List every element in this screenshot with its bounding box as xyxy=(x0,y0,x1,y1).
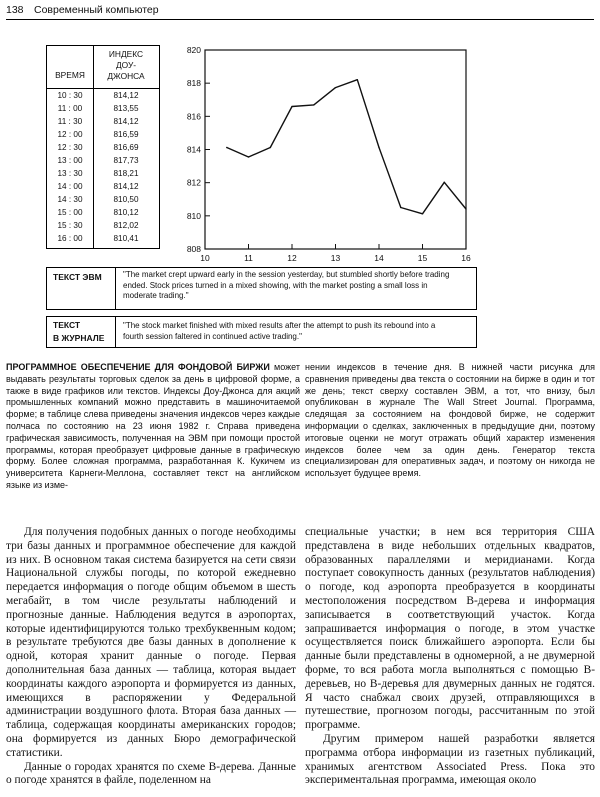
caption-heading: ПРОГРАММНОЕ ОБЕСПЕЧЕНИЕ ДЛЯ ФОНДОВОЙ БИРЖИ xyxy=(6,362,270,372)
table-row: 13 : 30 818,21 xyxy=(57,169,139,178)
paragraph: Другим примером нашей разработки является программа отбора информации из газетных публикаций, хранимых агентством Associated Press. Пока это экспериментальная программа, имеющая около xyxy=(305,732,595,787)
data-point xyxy=(313,104,314,105)
x-tick-label: 15 xyxy=(417,253,428,263)
y-tick-label: 820 xyxy=(186,45,201,55)
data-point xyxy=(291,106,292,107)
page-header xyxy=(6,3,594,20)
dow-jones-table xyxy=(46,45,160,249)
computer-text-body: "The market crept upward early in the session yesterday, but stumbled shortly before trading ended. Stock prices turned in a mixed showing, with the market posting a small loss in moderate trading." xyxy=(123,270,450,300)
computer-text-box xyxy=(46,267,477,310)
y-tick-label: 808 xyxy=(186,244,201,254)
index-line xyxy=(227,80,466,214)
table-header xyxy=(47,46,159,89)
running-title: Современный компьютер xyxy=(34,4,159,16)
header-index: ИНДЕКС ДОУ- ДЖОНСА xyxy=(107,49,145,81)
data-point xyxy=(270,147,271,148)
x-tick-label: 13 xyxy=(330,253,341,263)
table-row: 15 : 30 812,02 xyxy=(57,221,139,230)
y-tick-label: 812 xyxy=(186,177,201,188)
data-point xyxy=(226,147,227,148)
dow-jones-line-chart xyxy=(160,40,475,265)
data-point xyxy=(378,147,379,148)
data-point xyxy=(444,182,445,183)
header-time: ВРЕМЯ xyxy=(55,70,85,80)
body-column-left xyxy=(6,526,296,788)
paragraph: Данные о городах хранятся по схеме B-дерева. Данные о погоде хранятся в файле, поделенном на xyxy=(6,760,296,787)
journal-text-box xyxy=(46,316,477,348)
data-point xyxy=(335,87,336,88)
data-point xyxy=(248,156,249,157)
table-row: 14 : 30 810,50 xyxy=(57,195,139,204)
table-row: 10 : 30 814,12 xyxy=(57,91,139,100)
journal-text-body: "The stock market finished with mixed results after the attempt to push its rebound into a fourth session faltered in continued active trading." xyxy=(123,321,436,341)
x-tick-label: 10 xyxy=(200,253,210,263)
data-point xyxy=(465,208,466,209)
data-point xyxy=(422,213,423,214)
paragraph: специальные участки; в нем вся территория США представлена в виде небольших отдельных квадратов, образованных параллелями и меридианами. Когда поступает совокупность данных (результатов наблюдения) о погоде, код аэропорта преобразуется в координаты местоположения посредством B-дерева и информация записывается в соответствующий участок. Когда запрашивается информация о погоде, в этом участке осуществляется поиск ближайшего аэропорта. Если бы данные были представлены в одномерной, а не двумерной форме, то вся работа могла выполняться с помощью B-деревьев, но B-деревья для двумерных данных не годятся. Я часто снабжал своих друзей, отправляющихся в путешествие, прогнозом погоды, рассчитанным по этой программе. xyxy=(305,526,595,732)
y-tick-label: 818 xyxy=(186,78,201,89)
body-column-right xyxy=(305,526,595,788)
x-tick-label: 12 xyxy=(287,253,297,263)
caption-text: может выдавать результаты торговых сделок за день в цифровой форме, а также в виде графиков или текстов. Индексы Доу-Джонса для акций промышленных компаний можно представить в машиночитаемой форме; в таблице слева приведены значения индексов через каждые полчаса по состоянию на 23 июня 1982 г. Справа приведена графическая зависимость, полученная на ЭВМ при помощи простой программы, которая преобразует цифровые данные в графическую форму. Более сложная программа, разработанная К. Кукичем из университета Карнеги-Меллона, составляет текст на английском языке из изме- xyxy=(6,362,300,490)
x-tick-label: 16 xyxy=(461,253,471,263)
table-row: 16 : 00 810,41 xyxy=(57,234,139,243)
paragraph: Для получения подобных данных о погоде необходимы три базы данных и программное обеспечение для каждой из них. В основном такая система базируется на сети связи Национальной службы погоды, по которой ежедневно передается информация о погоде общим объемом в шесть мегабайт, в том числе результаты наблюдений и прогнозные данные. Наблюдения ведутся в аэропортах, которые идентифицируются только трехбуквенным кодом; в результате требуются две базы данных в дополнение к одной, которая хранит данные о погоде. Первая дополнительная база данных — таблица, которая выдает координаты каждого аэропорта и формируется из данных, имеющихся в распоряжении у Федеральной администрации воздушного флота. Вторая база данных — таблица, содержащая координаты американских городов; она формируется из данных Бюро демографической статистики. xyxy=(6,526,296,759)
computer-text-label: ТЕКСТ ЭВМ xyxy=(47,268,116,309)
x-tick-label: 14 xyxy=(374,253,384,263)
table-row: 13 : 00 817,73 xyxy=(57,156,139,165)
table-row: 14 : 00 814,12 xyxy=(57,182,139,191)
plot-frame xyxy=(205,50,466,249)
table-row: 11 : 30 814,12 xyxy=(57,117,139,126)
page-number: 138 xyxy=(6,4,24,16)
table-row: 12 : 00 816,59 xyxy=(57,130,139,139)
y-tick-label: 814 xyxy=(186,144,201,155)
data-point xyxy=(400,207,401,208)
x-tick-label: 11 xyxy=(244,253,253,263)
table-row: 11 : 00 813,55 xyxy=(57,104,139,113)
data-point xyxy=(357,79,358,80)
journal-text-label: ТЕКСТ В ЖУРНАЛЕ xyxy=(47,317,116,347)
caption-text-continued: нении индексов в течение дня. В нижней части рисунка для сравнения приведены два текста о состоянии на бирже в один и тот же день; текст сверху составлен ЭВМ, а тот, что внизу, был опубликован в журнале The Wall Street Journal. Программа, следящая за состоянием на фондовой бирже, не содержит информации о сделках, заключенных в предыдущие дни, поэтому итоговые оценки не могут отражать общий характер изменения индексов более чем за один день. Генератор текста специализирован для оперативных задач, и поэтому он никогда не использует будущее время. xyxy=(305,362,595,479)
y-tick-label: 816 xyxy=(186,111,201,122)
table-row: 15 : 00 810,12 xyxy=(57,208,139,217)
table-row: 12 : 30 816,69 xyxy=(57,143,139,152)
figure-caption-left xyxy=(6,362,300,492)
y-tick-label: 810 xyxy=(186,210,201,221)
figure-caption-right xyxy=(305,362,595,480)
